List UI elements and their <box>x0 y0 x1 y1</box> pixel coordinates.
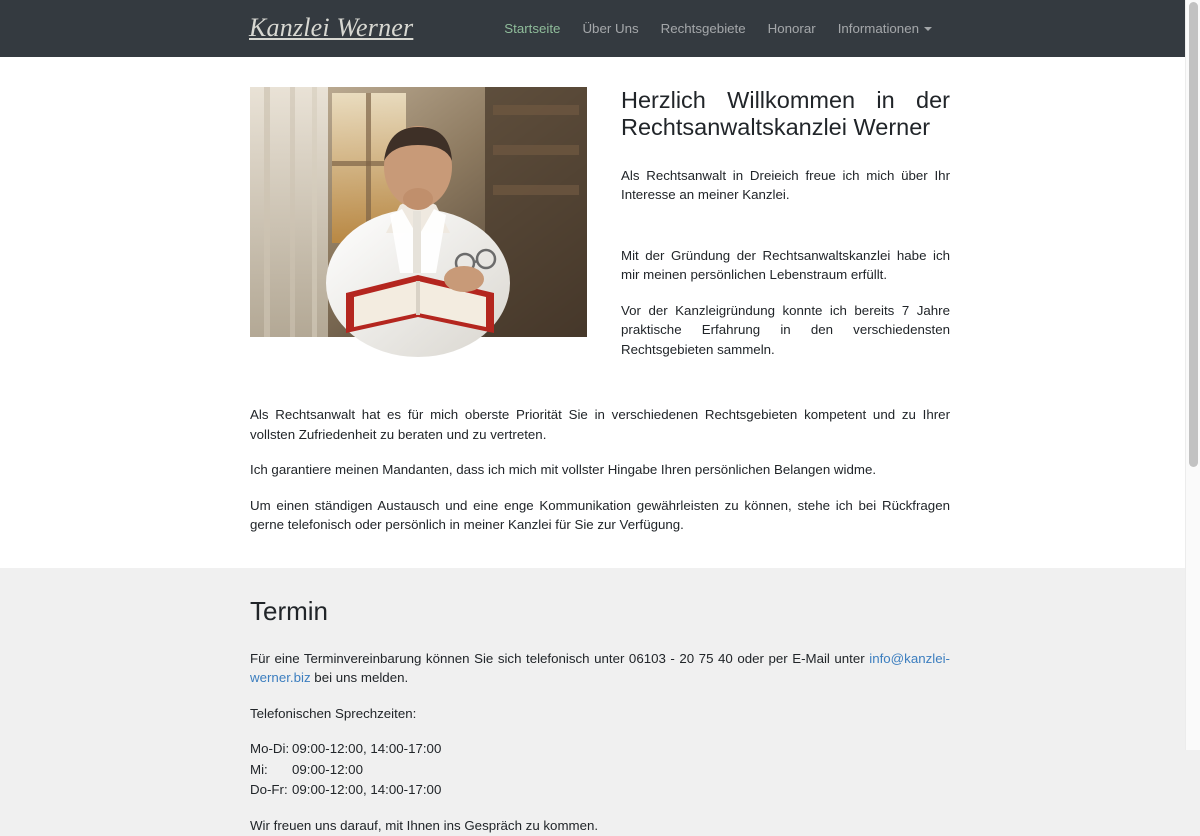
page-scrollbar[interactable] <box>1185 0 1200 750</box>
sprechzeiten-table <box>250 739 950 800</box>
hero-section <box>250 87 950 359</box>
content-container <box>250 87 950 535</box>
page-title: Herzlich Willkommen in der Rechtsanwaltskanzlei Werner <box>621 87 950 141</box>
body-paragraph-2: Ich garantiere meinen Mandanten, dass ich mich mit vollster Hingabe Ihren persönlichen Belangen widme. <box>250 462 877 478</box>
intro-body <box>250 405 950 535</box>
main-content <box>0 57 1200 836</box>
termin-container <box>250 596 950 836</box>
sprechzeiten-label: Telefonischen Sprechzeiten: <box>250 705 417 721</box>
hours-row <box>250 780 950 800</box>
nav-item-ueber-uns[interactable]: Über Uns <box>582 21 639 36</box>
top-navbar <box>0 0 1200 57</box>
hours-row <box>250 739 950 759</box>
termin-intro-before: Für eine Terminvereinbarung können Sie sich telefonisch unter 06103 - 20 75 40 oder per E-Mail unter <box>250 650 870 666</box>
hours-day: Mi: <box>250 761 268 777</box>
termin-closing: Wir freuen uns darauf, mit Ihnen ins Gespräch zu kommen. <box>250 818 599 834</box>
hero-paragraph-2: Mit der Gründung der Rechtsanwaltskanzlei habe ich mir meinen persönlichen Lebenstraum erfüllt. <box>621 247 950 283</box>
scrollbar-thumb[interactable] <box>1189 2 1198 467</box>
hours-time: 09:00-12:00, 14:00-17:00 <box>292 741 442 757</box>
hours-time: 09:00-12:00, 14:00-17:00 <box>292 781 442 797</box>
termin-intro-after: bei uns melden. <box>310 670 409 686</box>
hours-time: 09:00-12:00 <box>292 761 363 777</box>
hero-paragraph-3: Vor der Kanzleigründung konnte ich bereits 7 Jahre praktische Erfahrung in den verschiedensten Rechtsgebieten sammeln. <box>621 302 950 357</box>
termin-section <box>0 568 1200 836</box>
nav-item-startseite[interactable]: Startseite <box>504 21 561 36</box>
lawyer-portrait-image <box>250 87 587 337</box>
body-paragraph-3: Um einen ständigen Austausch und eine enge Kommunikation gewährleisten zu können, stehe ich bei Rückfragen gerne telefonisch oder persönlich in meiner Kanzlei für Sie zur Verfügung. <box>250 497 950 533</box>
termin-title: Termin <box>250 595 329 626</box>
hours-day: Mo-Di: <box>250 741 290 757</box>
hours-row <box>250 760 950 780</box>
site-brand[interactable]: Kanzlei Werner <box>249 13 414 42</box>
body-paragraph-1: Als Rechtsanwalt hat es für mich oberste Priorität Sie in verschiedenen Rechtsgebieten kompetent und zu Ihrer vollsten Zufriedenheit zu beraten und zu vertreten. <box>250 407 950 442</box>
nav-item-informationen-dropdown[interactable]: Informationen <box>827 0 943 57</box>
nav-item-rechtsgebiete[interactable]: Rechtsgebiete <box>660 21 746 36</box>
termin-intro <box>250 649 950 688</box>
hero-paragraph-1: Als Rechtsanwalt in Dreieich freue ich mich über Ihr Interesse an meiner Kanzlei. <box>621 167 950 203</box>
nav-links <box>493 0 943 57</box>
hero-text <box>605 87 950 359</box>
hours-day: Do-Fr: <box>250 781 288 797</box>
email-link[interactable]: info@kanzlei-werner.biz <box>250 650 950 686</box>
nav-item-honorar[interactable]: Honorar <box>767 21 816 36</box>
